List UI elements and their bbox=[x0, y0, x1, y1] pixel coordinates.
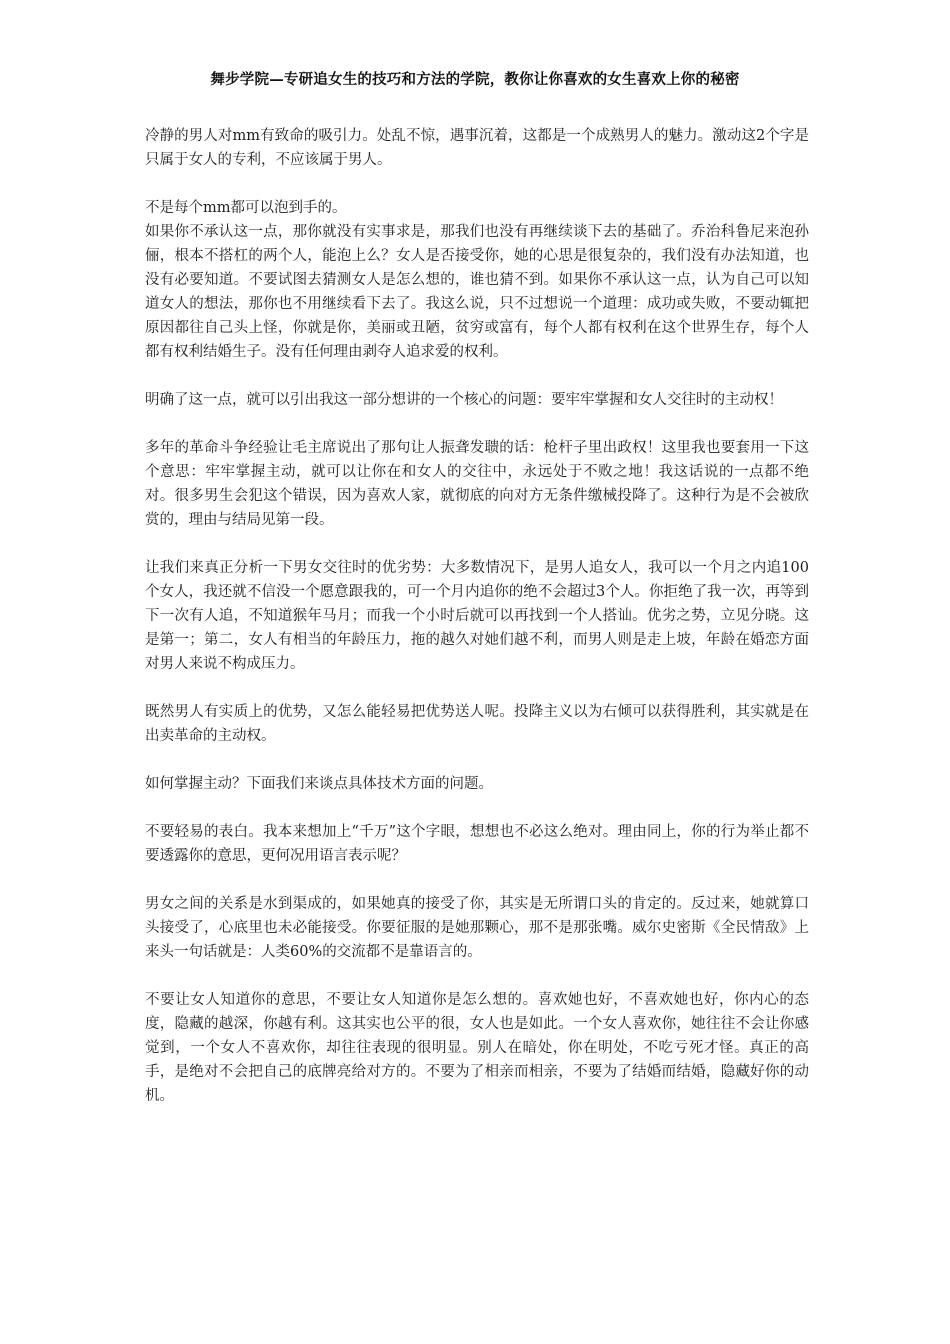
document-header-title: 舞步学院—专研追女生的技巧和方法的学院，教你让你喜欢的女生喜欢上你的秘密 bbox=[210, 71, 740, 88]
paragraph-3: 如果你不承认这一点，那你就没有实事求是，那我们也没有再继续谈下去的基础了。乔治科鲁尼来泡孙俪，根本不搭杠的两个人，能泡上么？女人是否接受你，她的心思是很复杂的，我们没有办法知道，也没有必要知道。不要试图去猜测女人是怎么想的，谁也猜不到。如果你不承认这一点，认为自己可以知道女人的想法，那你也不用继续看下去了。我这么说，只不过想说一个道理：成功或失败，不要动辄把原因都往自己头上怪，你就是你，美丽或丑陋，贫穷或富有，每个人都有权利在这个世界生存，每个人都有权利结婚生子。没有任何理由剥夺人追求爱的权利。 bbox=[145, 224, 809, 360]
paragraph-8: 如何掌握主动？下面我们来谈点具体技术方面的问题。 bbox=[145, 776, 493, 792]
paragraph-7: 既然男人有实质上的优势，又怎么能轻易把优势送人呢。投降主义以为右倾可以获得胜利，其实就是在出卖革命的主动权。 bbox=[145, 704, 809, 744]
paragraph-4: 明确了这一点，就可以引出我这一部分想讲的一个核心的问题：要牢牢掌握和女人交往时的主动权！ bbox=[145, 392, 783, 408]
paragraph-2: 不是每个mm都可以泡到手的。 bbox=[145, 200, 347, 216]
paragraph-6: 让我们来真正分析一下男女交往时的优劣势：大多数情况下，是男人追女人，我可以一个月之内追100个女人，我还就不信没一个愿意跟我的，可一个月内追你的绝不会超过3个人。你拒绝了我一次，再等到下一次有人追，不知道猴年马月；而我一个小时后就可以再找到一个人搭讪。优劣之势，立见分晓。这是第一；第二，女人有相当的年龄压力，拖的越久对她们越不利，而男人则是走上坡，年龄在婚恋方面对男人来说不构成压力。 bbox=[145, 560, 809, 672]
paragraph-5: 多年的革命斗争经验让毛主席说出了那句让人振聋发聩的话：枪杆子里出政权！这里我也要套用一下这个意思：牢牢掌握主动，就可以让你在和女人的交往中，永远处于不败之地！我这话说的一点都不绝对。很多男生会犯这个错误，因为喜欢人家，就彻底的向对方无条件缴械投降了。这种行为是不会被欣赏的，理由与结局见第一段。 bbox=[145, 440, 809, 528]
article-body bbox=[145, 124, 809, 1132]
paragraph-9: 不要轻易的表白。我本来想加上“千万”这个字眼，想想也不必这么绝对。理由同上，你的行为举止都不要透露你的意思，更何况用语言表示呢？ bbox=[145, 824, 809, 864]
paragraph-1: 冷静的男人对mm有致命的吸引力。处乱不惊，遇事沉着，这都是一个成熟男人的魅力。激动这2个字是只属于女人的专利，不应该属于男人。 bbox=[145, 128, 809, 168]
paragraph-10: 男女之间的关系是水到渠成的，如果她真的接受了你，其实是无所谓口头的肯定的。反过来，她就算口头接受了，心底里也未必能接受。你要征服的是她那颗心，那不是那张嘴。威尔史密斯《全民情敌》上来头一句话就是：人类60%的交流都不是靠语言的。 bbox=[145, 896, 809, 960]
paragraph-11: 不要让女人知道你的意思，不要让女人知道你是怎么想的。喜欢她也好，不喜欢她也好，你内心的态度，隐藏的越深，你越有利。这其实也公平的很，女人也是如此。一个女人喜欢你，她往往不会让你感觉到，一个女人不喜欢你，却往往表现的很明显。别人在暗处，你在明处，不吃亏死才怪。真正的高手，是绝对不会把自己的底牌亮给对方的。不要为了相亲而相亲，不要为了结婚而结婚，隐藏好你的动机。 bbox=[145, 992, 809, 1104]
